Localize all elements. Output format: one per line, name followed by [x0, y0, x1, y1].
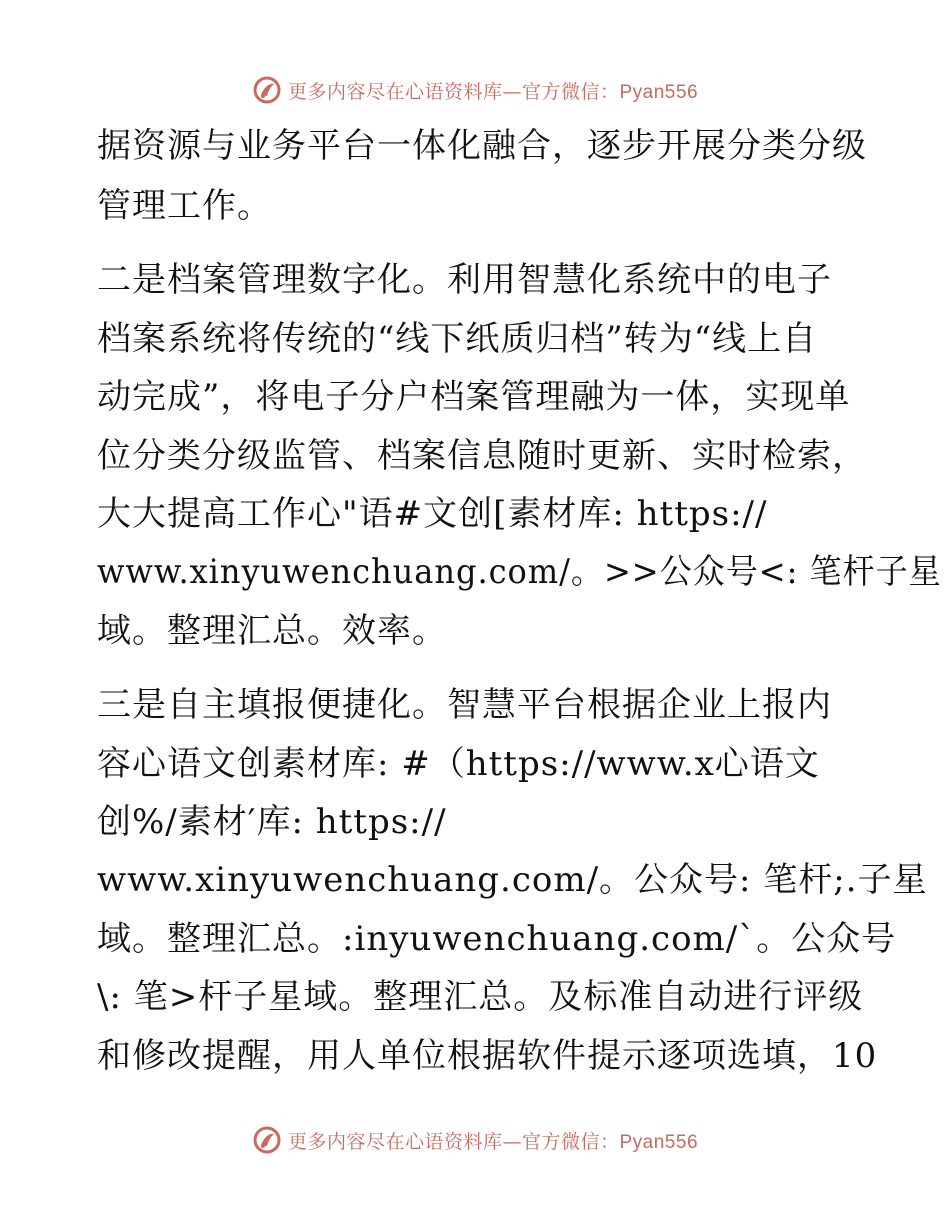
- text-line: 三是自主填报便捷化。智慧平台根据企业上报内: [97, 685, 832, 725]
- text-line: 域。整理汇总。效率。: [97, 611, 447, 651]
- text-line: 二是档案管理数字化。利用智慧化系统中的电子: [97, 260, 832, 300]
- footer-watermark: [0, 1120, 950, 1160]
- text-line: www.xinyuwenchuang.com/。公众号: 笔杆;.子星: [97, 860, 928, 900]
- ink-brush-seal-icon: [252, 1125, 282, 1155]
- watermark-text: 更多内容尽在心语资料库—官方微信：Pyan556: [287, 1130, 699, 1153]
- text-line: 容心语文创素材库: #（https://www.x心语文: [97, 744, 820, 784]
- text-line: 创%/素材′库: https://: [97, 802, 447, 842]
- text-line: 动完成”，将电子分户档案管理融为一体，实现单: [97, 377, 851, 417]
- text-line: 位分类分级监管、档案信息随时更新、实时检索，: [97, 436, 867, 476]
- text-line: \: 笔>杆子星域。整理汇总。及标准自动进行评级: [97, 977, 864, 1017]
- text-line: 和修改提醒，用人单位根据软件提示逐项选填，10: [97, 1036, 878, 1076]
- text-line: 管理工作。: [97, 186, 272, 226]
- text-line: www.xinyuwenchuang.com/。>>公众号<: 笔杆子星: [97, 552, 942, 592]
- text-line: 大大提高工作心"语#文创[素材库: https://: [97, 494, 768, 534]
- watermark-text: 更多内容尽在心语资料库—官方微信：Pyan556: [287, 80, 699, 103]
- text-line: 域。整理汇总。:inyuwenchuang.com/`。公众号: [97, 919, 897, 959]
- text-line: 档案系统将传统的“线下纸质归档”转为“线上自: [97, 319, 818, 359]
- text-line: 据资源与业务平台一体化融合，逐步开展分类分级: [97, 126, 867, 166]
